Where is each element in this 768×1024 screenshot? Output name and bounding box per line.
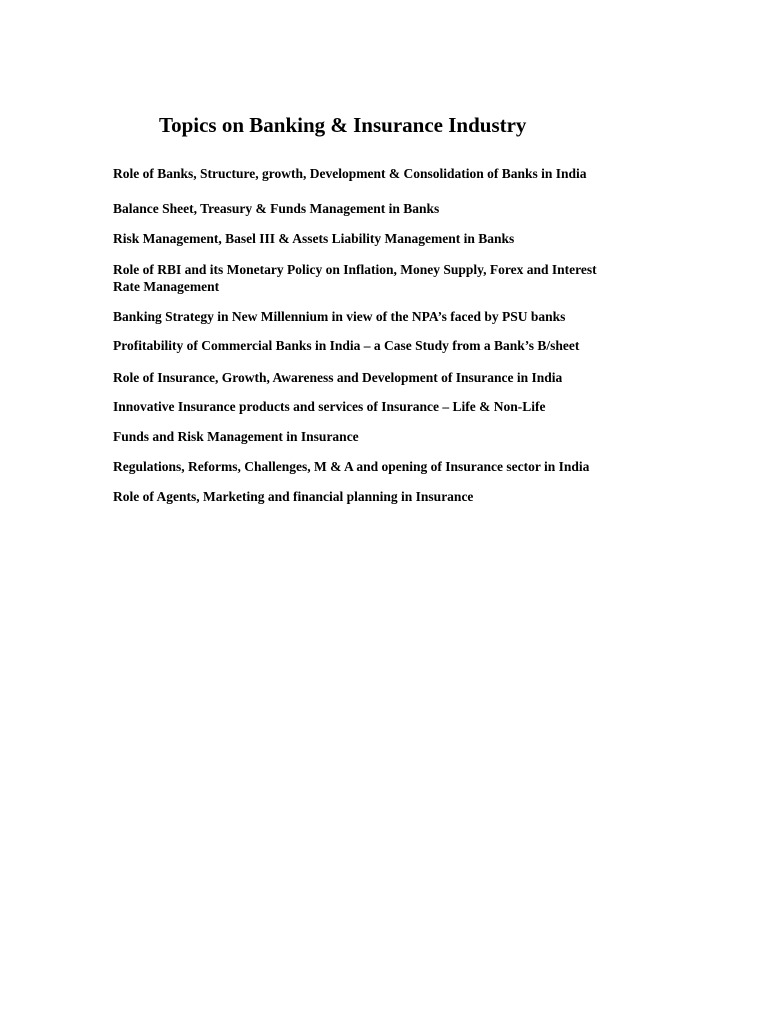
- topic-text: Regulations, Reforms, Challenges, M & A and opening of Insurance sector in India: [113, 459, 590, 474]
- topic-text: Innovative Insurance products and services of Insurance – Life & Non-Life: [113, 399, 546, 414]
- topic-text: Banking Strategy in New Millennium in view of the NPA’s faced by PSU banks: [113, 309, 566, 324]
- topic-text: Balance Sheet, Treasury & Funds Management in Banks: [113, 201, 440, 216]
- topic-item: [113, 488, 473, 505]
- topic-item: [113, 369, 562, 386]
- topic-item: [113, 261, 597, 295]
- topic-item: [113, 428, 359, 445]
- topic-text: Role of Agents, Marketing and financial planning in Insurance: [113, 489, 474, 504]
- topic-text: Role of Insurance, Growth, Awareness and Development of Insurance in India: [113, 370, 563, 385]
- topic-item: [113, 308, 565, 325]
- topic-text: Role of RBI and its Monetary Policy on Inflation, Money Supply, Forex and Interest: [113, 262, 597, 277]
- topic-text: Funds and Risk Management in Insurance: [113, 429, 359, 444]
- topic-item: [113, 398, 546, 415]
- topic-item: [113, 337, 579, 354]
- topic-item: [113, 165, 587, 182]
- document-title: Topics on Banking & Insurance Industry: [159, 113, 527, 137]
- topic-text: Risk Management, Basel III & Assets Liability Management in Banks: [113, 231, 515, 246]
- topic-text: Role of Banks, Structure, growth, Development & Consolidation of Banks in India: [113, 166, 587, 181]
- topic-text: Profitability of Commercial Banks in India – a Case Study from a Bank’s B/sheet: [113, 338, 580, 353]
- topic-item: [113, 230, 514, 247]
- topic-item: [113, 458, 589, 475]
- topic-item: [113, 200, 439, 217]
- topic-text-continued: Rate Management: [113, 279, 220, 294]
